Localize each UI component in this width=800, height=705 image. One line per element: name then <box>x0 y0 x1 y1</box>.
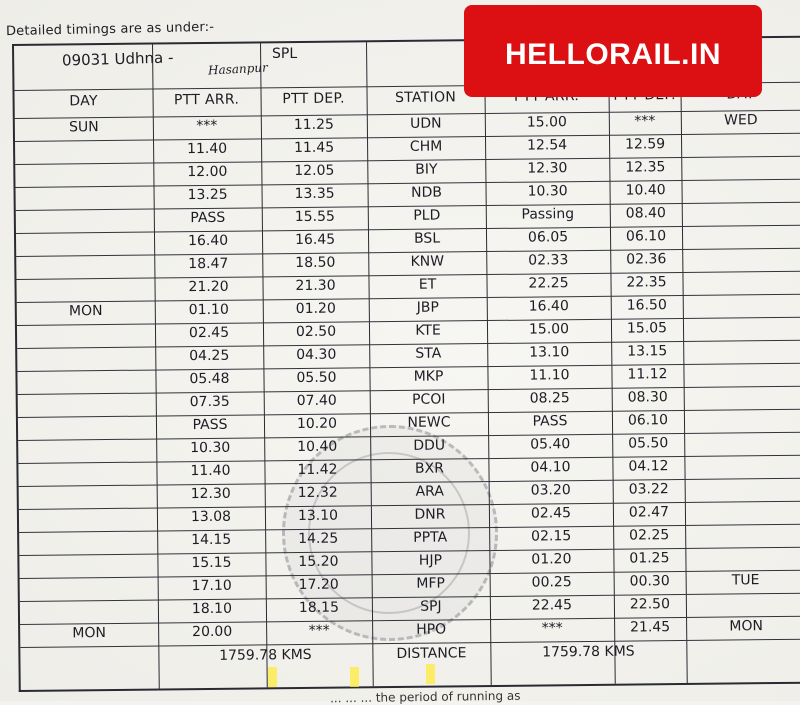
station-cell: JBP <box>416 299 439 316</box>
departure-cell: 04.30 <box>296 346 337 364</box>
return-departure-cell: 03.22 <box>628 481 669 498</box>
departure-cell: 15.20 <box>298 553 339 571</box>
departure-cell: 02.50 <box>295 323 337 341</box>
return-arrival-cell: 12.54 <box>526 137 568 154</box>
departure-cell: 11.45 <box>293 139 335 157</box>
station-cell: ET <box>418 276 437 293</box>
arrival-cell: 10.30 <box>190 439 231 457</box>
arrival-cell: 11.40 <box>190 462 231 480</box>
highlight-mark <box>268 667 277 687</box>
return-day-cell <box>683 319 800 320</box>
return-day-cell <box>684 457 800 458</box>
station-cell: BXR <box>414 460 445 477</box>
arrival-cell: 05.48 <box>189 370 230 388</box>
return-departure-cell: 12.59 <box>624 136 666 153</box>
return-day-cell <box>685 503 800 504</box>
return-arrival-cell: 02.15 <box>531 528 572 545</box>
station-cell: PPTA <box>413 529 448 546</box>
return-arrival-cell: 16.40 <box>528 298 569 315</box>
arrival-cell: 12.00 <box>187 163 228 181</box>
station-cell: SPJ <box>420 598 442 615</box>
return-arrival-cell: 03.20 <box>530 482 571 499</box>
watermark-banner: HELLORAIL.IN <box>464 5 762 97</box>
arrival-cell: 13.25 <box>187 186 228 204</box>
return-day-cell: MON <box>729 618 764 635</box>
departure-cell: 10.20 <box>296 415 338 433</box>
distance-left: 1759.78 KMS <box>219 646 312 664</box>
station-cell: ARA <box>415 483 444 500</box>
station-cell: MFP <box>416 575 446 592</box>
return-departure-cell: 05.50 <box>628 435 669 452</box>
arrival-cell: 14.15 <box>191 531 232 549</box>
highlight-mark <box>350 667 359 687</box>
return-arrival-cell: 04.10 <box>530 459 571 476</box>
arrival-cell: *** <box>196 117 218 135</box>
departure-cell: 18.15 <box>298 599 340 617</box>
return-arrival-cell: 13.10 <box>529 344 570 361</box>
station-cell: MKP <box>413 368 444 385</box>
return-departure-cell: 06.10 <box>627 412 669 429</box>
return-day-cell <box>682 204 800 205</box>
return-arrival-cell: 08.25 <box>529 390 570 407</box>
departure-cell: 14.25 <box>298 530 339 548</box>
return-arrival-cell: Passing <box>521 206 575 223</box>
return-arrival-cell: 00.25 <box>531 574 572 591</box>
return-arrival-cell: 22.25 <box>528 275 569 292</box>
departure-cell: 16.45 <box>294 231 336 249</box>
departure-cell: *** <box>308 622 330 639</box>
header-station: STATION <box>394 89 457 106</box>
return-arrival-cell: 05.40 <box>530 436 571 453</box>
arrival-cell: PASS <box>192 416 228 434</box>
arrival-cell: 21.20 <box>188 278 229 296</box>
station-cell: PLD <box>413 207 441 224</box>
return-departure-cell: 12.35 <box>625 159 666 176</box>
departure-cell: 10.40 <box>297 438 338 456</box>
return-day-cell <box>681 158 800 159</box>
day-cell: MON <box>72 625 107 642</box>
return-departure-cell: 21.45 <box>630 619 671 636</box>
return-departure-cell: 02.36 <box>626 251 667 268</box>
arrival-cell: 17.10 <box>191 577 232 595</box>
return-departure-cell: 06.10 <box>625 228 667 245</box>
return-arrival-cell: 06.05 <box>527 229 569 246</box>
intro-text: Detailed timings are as under:- <box>5 19 215 40</box>
distance-label: DISTANCE <box>396 645 467 663</box>
return-day-cell <box>681 181 800 182</box>
return-day-cell <box>682 227 800 228</box>
return-departure-cell: 10.40 <box>625 182 666 199</box>
departure-cell: 05.50 <box>296 369 337 387</box>
arrival-cell: 15.15 <box>191 554 232 572</box>
header-day: DAY <box>69 93 98 110</box>
departure-cell: 11.42 <box>297 461 338 479</box>
departure-cell: 21.30 <box>295 277 336 295</box>
arrival-cell: 12.30 <box>190 485 231 503</box>
station-cell: NDB <box>411 184 443 201</box>
departure-cell: 12.32 <box>297 484 338 502</box>
arrival-cell: 01.10 <box>188 301 229 319</box>
header-departure: PTT DEP. <box>282 90 345 108</box>
station-cell: UDN <box>410 115 442 132</box>
station-cell: DDU <box>413 437 446 454</box>
arrival-cell: PASS <box>190 209 226 227</box>
departure-cell: 12.05 <box>294 162 335 180</box>
return-day-cell <box>681 135 800 136</box>
arrival-cell: 07.35 <box>189 393 230 411</box>
return-day-cell <box>685 526 800 527</box>
departure-cell: 11.25 <box>293 116 334 134</box>
return-departure-cell: 11.12 <box>627 366 668 383</box>
return-day-cell <box>682 250 800 251</box>
departure-cell: 01.20 <box>295 300 336 318</box>
return-departure-cell: 22.50 <box>629 596 671 613</box>
return-departure-cell: 08.30 <box>627 389 668 406</box>
arrival-cell: 11.40 <box>186 140 228 158</box>
return-arrival-cell: 02.45 <box>530 505 572 522</box>
highlight-mark <box>426 664 435 684</box>
station-cell: NEWC <box>407 414 451 431</box>
return-day-cell <box>683 365 800 366</box>
day-cell: MON <box>68 303 103 320</box>
arrival-cell: 04.25 <box>189 347 230 365</box>
station-cell: HJP <box>418 552 443 569</box>
return-day-cell <box>683 296 800 297</box>
return-departure-cell: 16.50 <box>626 297 667 314</box>
return-arrival-cell: 02.33 <box>528 252 569 269</box>
return-day-cell <box>686 595 800 596</box>
return-departure-cell: 00.30 <box>629 573 670 590</box>
return-day-cell <box>682 273 800 274</box>
departure-cell: 13.35 <box>294 185 335 203</box>
return-day-cell <box>685 549 800 550</box>
footer-cut-text: ... ... ... the period of running as <box>329 688 521 705</box>
return-departure-cell: 04.12 <box>628 458 669 475</box>
return-departure-cell: 01.25 <box>629 550 670 567</box>
arrival-cell: 13.08 <box>190 508 232 526</box>
return-arrival-cell: 01.20 <box>531 551 572 568</box>
station-cell: STA <box>415 345 442 362</box>
return-departure-cell: 02.25 <box>629 527 670 544</box>
return-day-cell <box>685 480 800 481</box>
train-handwritten-destination: Hasanpur <box>207 60 269 78</box>
station-cell: KNW <box>410 253 445 270</box>
train-type: SPL <box>272 46 298 62</box>
return-arrival-cell: 15.00 <box>526 114 567 131</box>
station-cell: BIY <box>415 161 438 178</box>
station-cell: DNR <box>414 506 446 523</box>
departure-cell: 07.40 <box>296 392 337 410</box>
distance-right: 1759.78 KMS <box>542 643 635 661</box>
departure-cell: 17.20 <box>298 576 339 594</box>
return-arrival-cell: 15.00 <box>528 321 570 338</box>
station-cell: HPO <box>416 621 447 638</box>
return-arrival-cell: 11.10 <box>529 367 570 384</box>
return-departure-cell: 13.15 <box>627 343 668 360</box>
train-number-name: 09031 Udhna - <box>61 48 174 70</box>
header-arrival: PTT ARR. <box>173 91 240 109</box>
return-arrival-cell: PASS <box>532 413 568 430</box>
arrival-cell: 02.45 <box>188 324 230 342</box>
arrival-cell: 18.10 <box>191 600 233 618</box>
day-cell: SUN <box>68 119 99 136</box>
return-arrival-cell: 22.45 <box>531 597 573 614</box>
station-cell: CHM <box>409 138 443 155</box>
return-day-cell: WED <box>724 112 758 129</box>
return-arrival-cell: *** <box>541 620 563 637</box>
station-cell: BSL <box>413 230 441 247</box>
return-departure-cell: 02.47 <box>628 504 670 521</box>
return-departure-cell: 15.05 <box>626 320 668 337</box>
arrival-cell: 20.00 <box>192 623 233 641</box>
return-arrival-cell: 12.30 <box>527 160 568 177</box>
station-cell: PCOI <box>411 391 446 408</box>
arrival-cell: 18.47 <box>188 255 229 273</box>
return-day-cell <box>684 434 800 435</box>
arrival-cell: 16.40 <box>187 232 229 250</box>
return-day-cell <box>684 411 800 412</box>
return-arrival-cell: 10.30 <box>527 183 568 200</box>
return-day-cell: TUE <box>731 572 760 589</box>
timetable-grid <box>12 36 800 692</box>
return-departure-cell: *** <box>634 113 656 130</box>
departure-cell: 13.10 <box>297 507 339 525</box>
departure-cell: 15.55 <box>294 208 335 226</box>
return-departure-cell: 22.35 <box>626 274 667 291</box>
return-departure-cell: 08.40 <box>625 205 666 222</box>
return-day-cell <box>683 342 800 343</box>
station-cell: KTE <box>415 322 441 339</box>
departure-cell: 18.50 <box>295 254 336 272</box>
return-day-cell <box>684 388 800 389</box>
